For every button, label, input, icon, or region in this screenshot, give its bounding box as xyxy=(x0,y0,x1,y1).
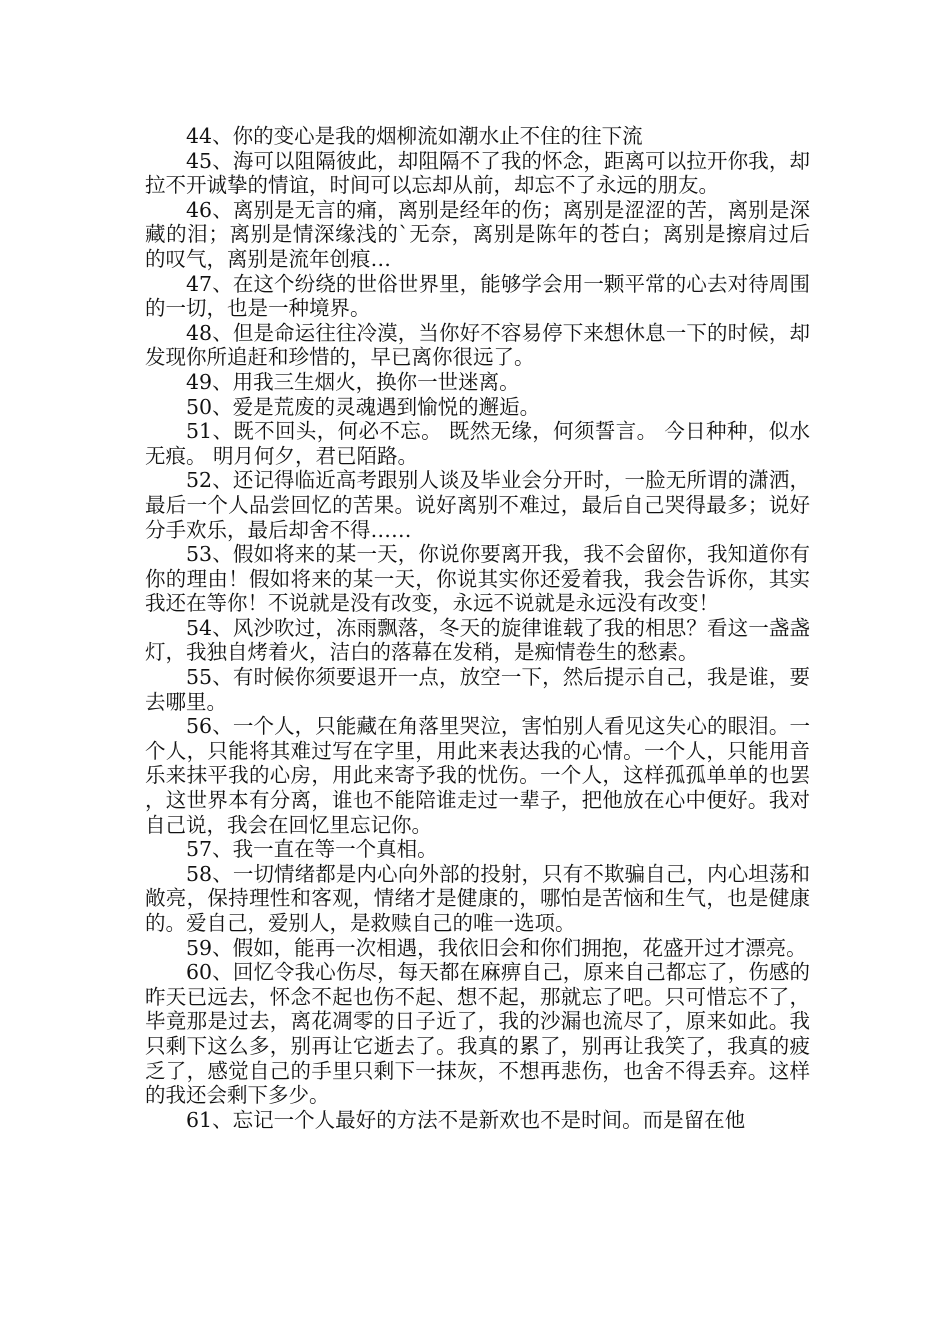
paragraph-52: 52、还记得临近高考跟别人谈及毕业会分开时，一脸无所谓的潇洒，最后一个人品尝回忆的苦果。说好离别不难过，最后自己哭得最多；说好分手欢乐，最后却舍不得…… xyxy=(145,468,810,542)
paragraph-61: 61、忘记一个人最好的方法不是新欢也不是时间。而是留在他 xyxy=(186,1107,746,1132)
paragraph-60: 60、回忆令我心伤尽，每天都在麻痹自己，原来自己都忘了，伤感的昨天已远去，怀念不起也伤不起、想不起，那就忘了吧。只可惜忘不了，毕竟那是过去，离花凋零的日子近了，我的沙漏也流尽了，原来如此。我只剩下这么多，别再让它逝去了。我真的累了，别再让我笑了，我真的疲乏了，感觉自己的手里只剩下一抹灰，不想再悲伤，也舍不得丢弃。这样的我还会剩下多少。 xyxy=(145,960,810,1108)
paragraph-51: 51、既不回头，何必不忘。 既然无缘，何须誓言。 今日种种，似水无痕。 明月何夕，君已陌路。 xyxy=(145,419,810,468)
paragraph-44: 44、你的变心是我的烟柳流如潮水止不住的往下流 xyxy=(186,124,643,148)
paragraph-48: 48、但是命运往往冷漠，当你好不容易停下来想休息一下的时候，却发现你所追赶和珍惜的，早已离你很远了。 xyxy=(145,320,810,370)
paragraph-56: 56、一个人，只能藏在角落里哭泣，害怕别人看见这失心的眼泪。一个人，只能将其难过写在字里，用此来表达我的心情。一个人，只能用音乐来抹平我的心房，用此来寄予我的忧伤。一个人，这样孤孤单单的也罢，这世界本有分离，谁也不能陪谁走过一辈子，把他放在心中便好。我对自己说，我会在回忆里忘记你。 xyxy=(145,714,810,837)
paragraph-55: 55、有时候你须要退开一点，放空一下，然后提示自己，我是谁，要去哪里。 xyxy=(145,665,810,714)
paragraph-47: 47、在这个纷绕的世俗世界里，能够学会用一颗平常的心去对待周围的一切，也是一种境界。 xyxy=(145,271,810,321)
paragraph-50: 50、爱是荒废的灵魂遇到愉悦的邂逅。 xyxy=(186,394,541,419)
paragraph-58: 58、一切情绪都是内心向外部的投射，只有不欺骗自己，内心坦荡和敞亮，保持理性和客观，情绪才是健康的，哪怕是苦恼和生气，也是健康的。爱自己，爱别人，是救赎自己的唯一选项。 xyxy=(145,861,810,935)
paragraph-54: 54、风沙吹过，冻雨飘落，冬天的旋律谁载了我的相思？看这一盏盏灯，我独自烤着火，洁白的落幕在发稍，是痴情卷生的愁素。 xyxy=(145,615,810,665)
document-body xyxy=(145,124,810,1132)
paragraph-46: 46、离别是无言的痛，离别是经年的伤；离别是涩涩的苦，离别是深藏的泪；离别是情深缘浅的`无奈，离别是陈年的苍白；离别是擦肩过后的叹气，离别是流年创痕… xyxy=(145,197,810,271)
paragraph-59: 59、假如，能再一次相遇，我依旧会和你们拥抱，花盛开过才漂亮。 xyxy=(186,935,807,960)
paragraph-57: 57、我一直在等一个真相。 xyxy=(186,837,438,862)
paragraph-45: 45、海可以阻隔彼此，却阻隔不了我的怀念，距离可以拉开你我，却拉不开诚挚的情谊，时间可以忘却从前，却忘不了永远的朋友。 xyxy=(145,148,810,198)
paragraph-53: 53、假如将来的某一天，你说你要离开我，我不会留你，我知道你有你的理由！假如将来的某一天，你说其实你还爱着我，我会告诉你，其实我还在等你！不说就是没有改变，永远不说就是永远没有改变！ xyxy=(145,542,810,616)
paragraph-49: 49、用我三生烟火，换你一世迷离。 xyxy=(186,369,520,394)
